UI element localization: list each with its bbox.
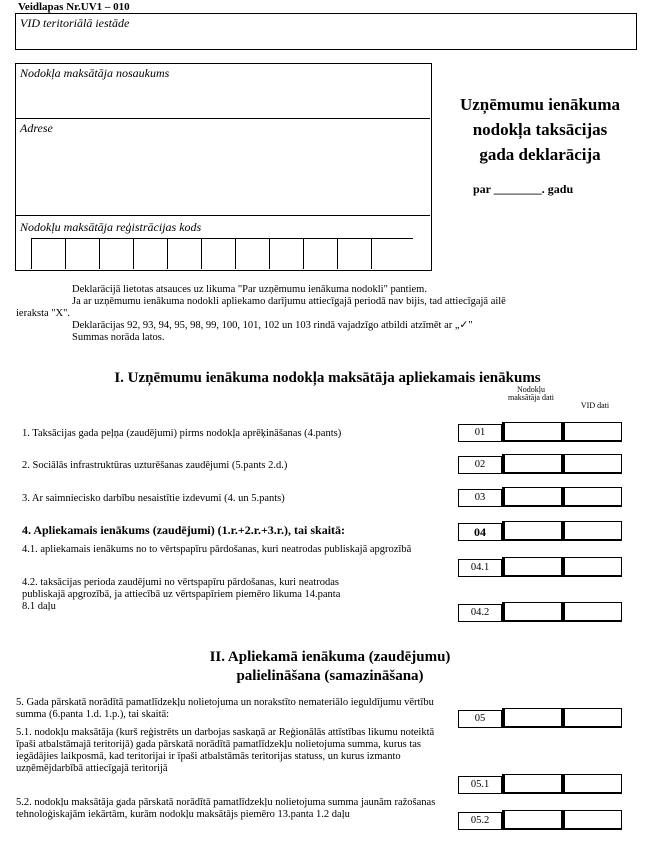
row-01-vid-cell[interactable] — [562, 422, 622, 442]
reg-code-label: Nodokļu maksātāja reģistrācijas kods — [20, 220, 202, 234]
row-05-2-text: 5.2. nodokļu maksātāja gada pārskatā norādītā pamatlīdzekļu nolietojuma summa jaunām ražošanas tehnoloģiskajām iekārtām, kurām nodokļu maksātājs piemēro 13.panta 1.2 daļu — [16, 797, 436, 820]
row-05-1-code: 05.1 — [458, 776, 502, 794]
row-04-2-payer-cell[interactable] — [502, 602, 562, 622]
par-word: par — [473, 182, 491, 196]
row-05-1-vid-cell[interactable] — [562, 774, 622, 794]
title-line-3: gada deklarācija — [479, 145, 601, 164]
reg-code-cell[interactable] — [32, 239, 66, 269]
row-04-payer-cell[interactable] — [502, 521, 562, 541]
row-01-payer-cell[interactable] — [502, 422, 562, 442]
row-05-code: 05 — [458, 710, 502, 728]
row-04-text: 4. Apliekamais ienākums (zaudējumi) (1.r.+2.r.+3.r.), tai skaitā: — [22, 523, 346, 537]
row-04-2-vid-cell[interactable] — [562, 602, 622, 622]
row-01-code: 01 — [458, 424, 502, 442]
row-04-2-text: 4.2. taksācijas perioda zaudējumi no vērtspapīru pārdošanas, kuri neatrodas publiskajā apgrozībā, ja attiecībā uz vērtspapīriem piemēro likuma 14.panta 8.1 daļu — [22, 577, 341, 612]
title-line-2: nodokļa taksācijas — [472, 120, 608, 139]
reg-code-field — [16, 216, 430, 270]
reg-code-cell[interactable] — [236, 239, 270, 269]
row-04-code: 04 — [458, 523, 502, 541]
reg-code-cell[interactable] — [134, 239, 168, 269]
row-05-2-payer-cell[interactable] — [502, 810, 562, 830]
reg-code-cell[interactable] — [202, 239, 236, 269]
row-04-2-code: 04.2 — [458, 604, 502, 622]
reg-code-cell[interactable] — [372, 239, 406, 269]
row-05-1-text: 5.1. nodokļu maksātāja (kurš reģistrēts un darbojas saskaņā ar Reģionālās attīstības likumu noteiktā īpaši atbalstāmajā teritorijā) gada pārskatā norādītā pamatlīdzekļu nolietojuma summa, kurus tas iegādājies laikposmā, kad teritorijai ir īpaši atbalstāmās teritorijas statuss, un kurus izmanto uzņēmējdarbībā attiecīgajā teritorijā — [16, 727, 435, 774]
row-05-text: 5. Gada pārskatā norādītā pamatlīdzekļu nolietojuma un norakstīto nemateriālo ieguldījumu vērtību summa (6.panta 1.d. 1.p.), tai skaitā: — [16, 697, 434, 720]
row-02-text: 2. Sociālās infrastruktūras uzturēšanas zaudējumi (5.pants 2.d.) — [22, 460, 288, 471]
col-header-vid: VID dati — [580, 401, 610, 410]
row-05-2-code: 05.2 — [458, 812, 502, 830]
title-line-1: Uzņēmumu ienākuma — [459, 95, 621, 114]
row-04-vid-cell[interactable] — [562, 521, 622, 541]
note-3: Deklarācijas 92, 93, 94, 95, 98, 99, 100, 101, 102 un 103 rindā vajadzīgo atbildi atzīmēt ar „✓" — [72, 320, 473, 331]
year-line — [473, 182, 573, 197]
row-03-text: 3. Ar saimniecisko darbību nesaistītie izdevumi (4. un 5.pants) — [22, 493, 285, 504]
reg-code-cell[interactable] — [100, 239, 134, 269]
reg-code-cell[interactable] — [66, 239, 100, 269]
reg-code-cell[interactable] — [338, 239, 372, 269]
row-02-vid-cell[interactable] — [562, 454, 622, 474]
row-02-code: 02 — [458, 456, 502, 474]
reg-code-cell[interactable] — [270, 239, 304, 269]
instructions — [16, 284, 636, 344]
row-03-payer-cell[interactable] — [502, 487, 562, 507]
section-1-title: I. Uzņēmumu ienākuma nodokļa maksātāja apliekamais ienākums — [114, 370, 541, 386]
section-2-title-line-1: II. Apliekamā ienākuma (zaudējumu) — [209, 649, 451, 665]
note-1: Deklarācijā lietotas atsauces uz likuma "Par uzņēmumu ienākuma nodokli" pantiem. — [72, 284, 427, 295]
row-05-vid-cell[interactable] — [562, 708, 622, 728]
year-blank[interactable]: ________ — [493, 182, 542, 196]
row-04-1-text: 4.1. apliekamais ienākums no to vērtspapīru pārdošanas, kuri neatrodas publiskajā apgrozībā — [22, 544, 412, 555]
note-2b: ieraksta "X". — [16, 308, 71, 319]
row-03-vid-cell[interactable] — [562, 487, 622, 507]
row-01-text: 1. Taksācijas gada peļņa (zaudējumi) pirms nodokļa aprēķināšanas (4.pants) — [22, 428, 342, 439]
col-header-payer: Nodokļu maksātāja dati — [508, 385, 554, 402]
taxpayer-name-label: Nodokļa maksātāja nosaukums — [20, 66, 170, 80]
row-05-payer-cell[interactable] — [502, 708, 562, 728]
row-05-2-vid-cell[interactable] — [562, 810, 622, 830]
row-02-payer-cell[interactable] — [502, 454, 562, 474]
reg-code-cell[interactable] — [304, 239, 338, 269]
row-04-1-code: 04.1 — [458, 559, 502, 577]
reg-code-cells[interactable] — [31, 238, 413, 269]
gadu-word: . gadu — [541, 182, 574, 196]
declaration-title — [430, 92, 645, 167]
vid-office-label: VID teritoriālā iestāde — [20, 16, 130, 30]
row-04-1-vid-cell[interactable] — [562, 557, 622, 577]
section-2-title — [150, 648, 510, 686]
row-05-1-payer-cell[interactable] — [502, 774, 562, 794]
taxpayer-name-field[interactable] — [16, 64, 430, 119]
form-number: Veidlapas Nr.UV1 – 010 — [18, 1, 130, 13]
vid-office-box[interactable] — [15, 13, 637, 50]
note-2a: Ja ar uzņēmumu ienākuma nodokli apliekamo darījumu attiecīgajā periodā nav bijis, tad attiecīgajā ailē — [72, 296, 506, 307]
row-03-code: 03 — [458, 489, 502, 507]
reg-code-cell[interactable] — [168, 239, 202, 269]
address-field[interactable] — [16, 119, 430, 216]
address-label: Adrese — [20, 121, 53, 135]
note-4: Summas norāda latos. — [72, 332, 165, 343]
row-04-1-payer-cell[interactable] — [502, 557, 562, 577]
section-2-title-line-2: palielināšana (samazināšana) — [236, 668, 424, 684]
taxpayer-info-box — [15, 63, 432, 271]
